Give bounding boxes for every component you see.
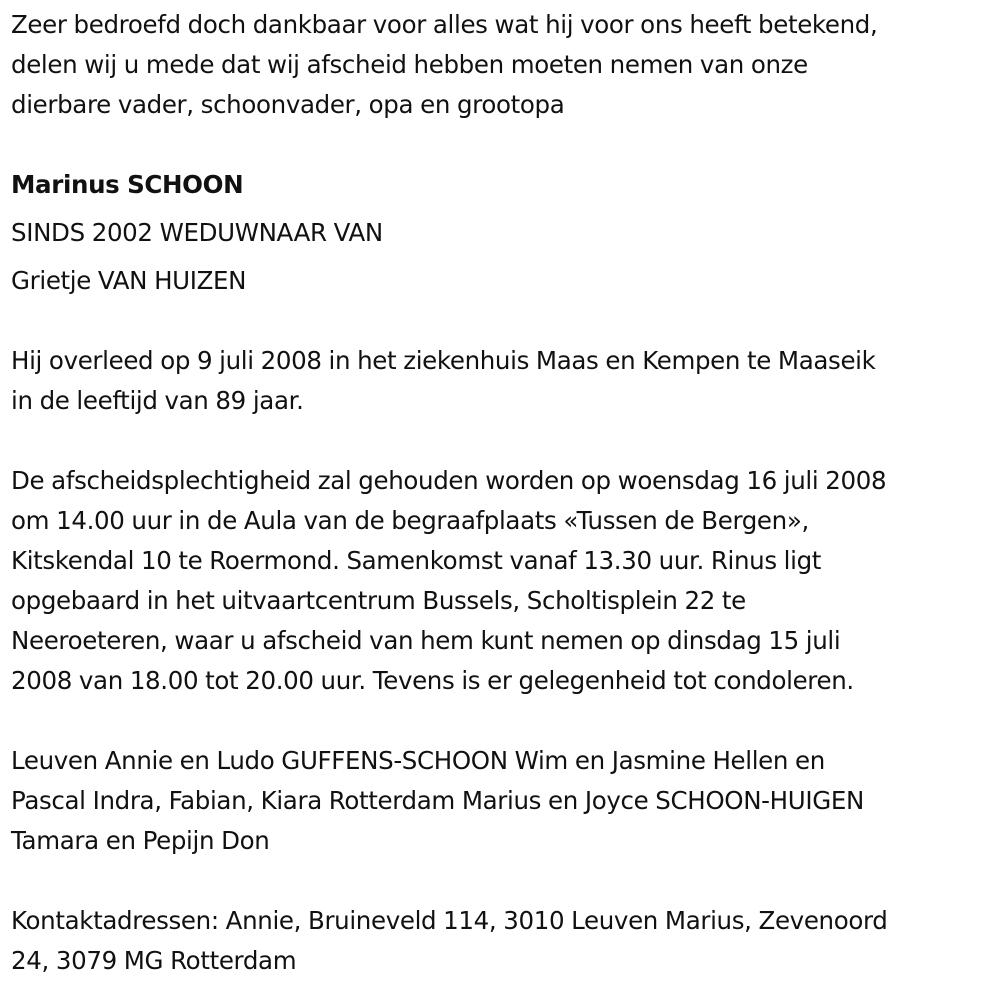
- death-paragraph: [11, 341, 875, 421]
- contact-paragraph: [11, 901, 888, 981]
- contact-line-1: Kontaktadressen: Annie, Bruineveld 114, 3010 Leuven Marius, Zevenoord: [11, 906, 888, 935]
- family-line-1: Leuven Annie en Ludo GUFFENS-SCHOON Wim en Jasmine Hellen en: [11, 746, 825, 775]
- ceremony-line-3: Kitskendal 10 te Roermond. Samenkomst vanaf 13.30 uur. Rinus ligt: [11, 546, 822, 575]
- family-paragraph: [11, 741, 864, 861]
- contact-line-2: 24, 3079 MG Rotterdam: [11, 946, 297, 975]
- deceased-name: Marinus SCHOON: [11, 170, 244, 199]
- spouse-name: Grietje VAN HUIZEN: [11, 266, 247, 295]
- intro-line-2: delen wij u mede dat wij afscheid hebben moeten nemen van onze: [11, 50, 808, 79]
- death-line-1: Hij overleed op 9 juli 2008 in het ziekenhuis Maas en Kempen te Maaseik: [11, 346, 876, 375]
- family-line-2: Pascal Indra, Fabian, Kiara Rotterdam Marius en Joyce SCHOON-HUIGEN: [11, 786, 864, 815]
- death-line-2: in de leeftijd van 89 jaar.: [11, 386, 304, 415]
- widower-line: SINDS 2002 WEDUWNAAR VAN: [11, 218, 383, 247]
- intro-paragraph: [11, 5, 877, 125]
- intro-line-1: Zeer bedroefd doch dankbaar voor alles wat hij voor ons heeft betekend,: [11, 10, 878, 39]
- intro-line-3: dierbare vader, schoonvader, opa en grootopa: [11, 90, 565, 119]
- deceased-block: [11, 161, 383, 305]
- ceremony-line-6: 2008 van 18.00 tot 20.00 uur. Tevens is er gelegenheid tot condoleren.: [11, 666, 854, 695]
- ceremony-paragraph: [11, 461, 886, 701]
- family-line-3: Tamara en Pepijn Don: [11, 826, 270, 855]
- ceremony-line-1: De afscheidsplechtigheid zal gehouden worden op woensdag 16 juli 2008: [11, 466, 887, 495]
- ceremony-line-4: opgebaard in het uitvaartcentrum Bussels, Scholtisplein 22 te: [11, 586, 746, 615]
- ceremony-line-5: Neeroeteren, waar u afscheid van hem kunt nemen op dinsdag 15 juli: [11, 626, 841, 655]
- ceremony-line-2: om 14.00 uur in de Aula van de begraafplaats «Tussen de Bergen»,: [11, 506, 809, 535]
